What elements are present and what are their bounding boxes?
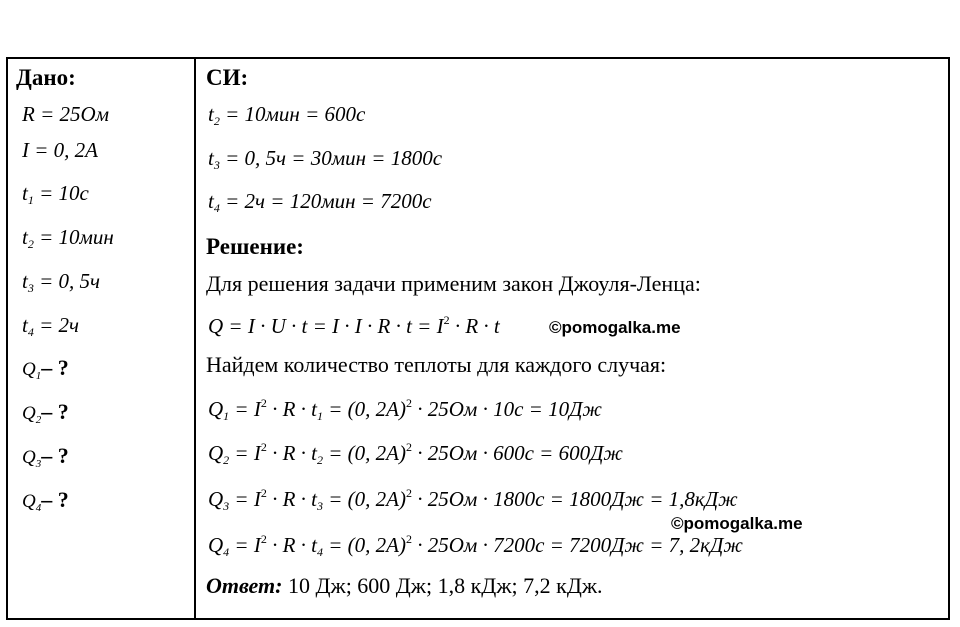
case-q3: $Q_3 = I^2 \cdot R \cdot t_3 = (0$, 2A)$^2$ · 25Ом · 1800с = 1800Дж = 1,8кДж <box>208 486 738 513</box>
unknown-q1: $Q_1-$ ? <box>22 355 69 382</box>
joule-lenz-formula: $Q = I \cdot U \cdot t = I \cdot I \cdot R \cdot t = I^2 \cdot R \cdot t$ <box>208 313 500 338</box>
given-resistance: R = 25Ом <box>22 102 110 126</box>
given-time-1: $t_1 = 10с$ <box>22 181 89 207</box>
unknown-q3: $Q_3-$ ? <box>22 443 69 470</box>
given-time-3: $t_3 = 0$, 5ч <box>22 269 101 295</box>
answer <box>206 575 603 597</box>
given-time-2: $t_2 = 10мин$ <box>22 225 114 251</box>
si-time-4: $t_4 = 2ч = 120мин = 7200с$ <box>208 189 432 215</box>
case-q1: $Q_1 = I^2 \cdot R \cdot t_1 = (0$, 2A)$^2$ · 25Ом · 10с = 10Дж <box>208 396 602 423</box>
si-time-2: $t_2 = 10мин = 600с$ <box>208 102 366 128</box>
unknown-q2: $Q_2-$ ? <box>22 399 69 426</box>
given-current: I = 0, 2A <box>22 138 98 162</box>
solution-header: Решение: <box>206 234 304 259</box>
unknown-q4: $Q_4-$ ? <box>22 487 69 514</box>
case-q4: $Q_4 = I^2 \cdot R \cdot t_4 = (0$, 2A)$^2$ · 25Ом · 7200с = 7200Дж = 7, 2кДж <box>208 532 743 559</box>
given-header: Дано: <box>16 65 76 90</box>
case-q2: $Q_2 = I^2 \cdot R \cdot t_2 = (0$, 2A)$^2$ · 25Ом · 600с = 600Дж <box>208 440 623 467</box>
answer-text: 10 Дж; 600 Дж; 1,8 кДж; 7,2 кДж. <box>282 573 603 598</box>
solution-step: Найдем количество теплоты для каждого случая: <box>206 352 667 377</box>
watermark: ©pomogalka.me <box>549 318 681 337</box>
column-divider <box>194 57 196 620</box>
si-header: СИ: <box>206 65 249 90</box>
given-time-4: $t_4 = 2ч$ <box>22 313 80 339</box>
watermark: ©pomogalka.me <box>671 514 803 533</box>
si-time-3: $t_3 = 0$, 5ч = 30мин = 1800с <box>208 146 443 172</box>
answer-label: Ответ: <box>206 573 283 598</box>
solution-intro: Для решения задачи применим закон Джоуля-Ленца: <box>206 271 701 296</box>
